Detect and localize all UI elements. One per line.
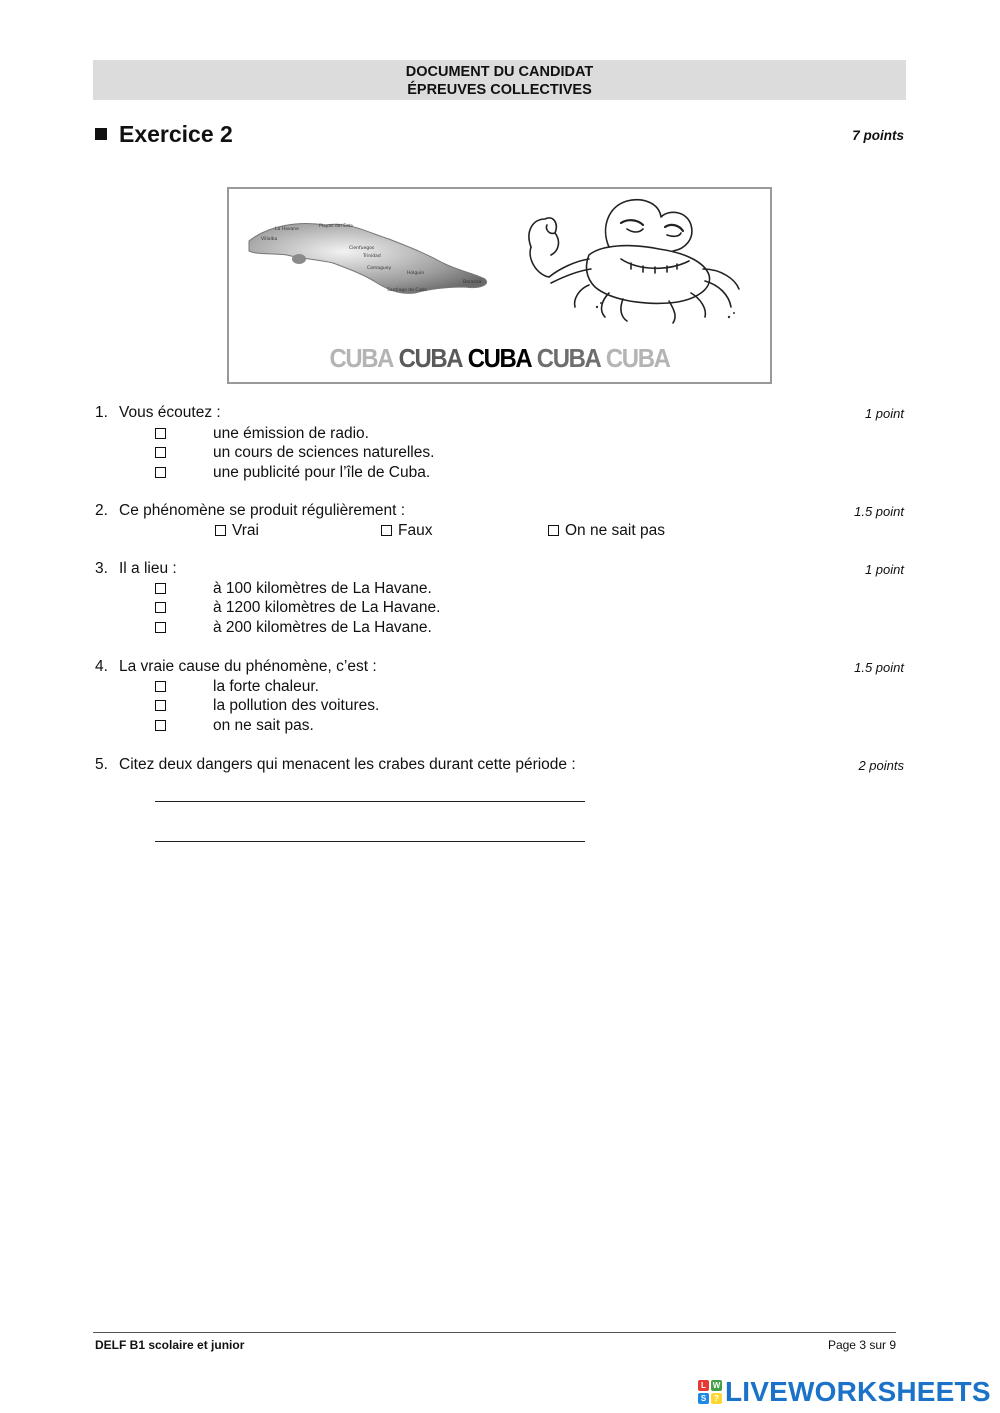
option-label: Faux: [398, 522, 433, 539]
isle-shape: [292, 254, 306, 264]
map-label: Playas del Este: [319, 224, 353, 229]
footer-divider: [93, 1332, 896, 1333]
option-label: la pollution des voitures.: [213, 697, 380, 714]
checkbox[interactable]: [155, 447, 166, 458]
question-5: [95, 756, 906, 846]
answer-option[interactable]: [381, 522, 432, 542]
question-number: 3.: [95, 560, 108, 577]
exercise-title: Exercice 2: [119, 121, 233, 147]
exercise-title-row: [95, 119, 906, 151]
map-label: Camaguey: [367, 266, 392, 271]
map-label: La Havane: [275, 227, 299, 232]
answer-option[interactable]: [215, 522, 259, 542]
question-number: 5.: [95, 756, 108, 773]
cuba-word: CUBA: [467, 343, 532, 373]
cuba-word: CUBA: [329, 343, 394, 373]
question-3: [95, 560, 906, 640]
cuba-word: CUBA: [605, 343, 670, 373]
option-label: Vrai: [232, 522, 259, 539]
checkbox[interactable]: [155, 720, 166, 731]
question-text: Il a lieu :: [119, 560, 177, 577]
question-number: 1.: [95, 404, 108, 421]
question-number: 4.: [95, 658, 108, 675]
option-label: on ne sait pas.: [213, 717, 314, 734]
question-points: 1.5 point: [854, 660, 904, 675]
map-label: Villalba: [261, 237, 278, 242]
question-points: 2 points: [858, 758, 904, 773]
cuba-illustration: [227, 187, 772, 384]
question-text: La vraie cause du phénomène, c’est :: [119, 658, 377, 675]
checkbox[interactable]: [155, 700, 166, 711]
map-label: Santiago de Cuba: [387, 288, 427, 293]
footer-exam-name: DELF B1 scolaire et junior: [95, 1338, 245, 1352]
checkbox[interactable]: [215, 525, 226, 536]
question-2: [95, 502, 906, 546]
map-label: Holguin: [407, 271, 425, 276]
question-points: 1 point: [864, 406, 904, 421]
checkbox[interactable]: [155, 681, 166, 692]
crab-icon: [529, 200, 739, 323]
footer-page-number: Page 3 sur 9: [827, 1338, 896, 1352]
option-label: la forte chaleur.: [213, 678, 319, 695]
map-label: Trinidad: [363, 254, 381, 259]
cuba-word: CUBA: [398, 343, 463, 373]
logo-tile: S: [698, 1393, 709, 1404]
logo-tile: W: [712, 1381, 721, 1390]
question-text: Citez deux dangers qui menacent les crabes durant cette période :: [119, 756, 576, 773]
question-4: [95, 658, 906, 738]
option-label: à 1200 kilomètres de La Havane.: [213, 599, 441, 616]
cuba-banner: [251, 343, 749, 374]
checkbox[interactable]: [548, 525, 559, 536]
header-line-2: ÉPREUVES COLLECTIVES: [407, 82, 592, 98]
checkbox[interactable]: [155, 583, 166, 594]
question-1: [95, 404, 906, 484]
answer-line-1[interactable]: [155, 801, 585, 802]
question-text: Ce phénomène se produit régulièrement :: [119, 502, 406, 519]
answer-option[interactable]: [548, 522, 665, 542]
bullet-square-icon: [95, 128, 107, 140]
brand-name: LIVEWORKSHEETS: [725, 1376, 991, 1407]
option-label: à 100 kilomètres de La Havane.: [213, 580, 432, 597]
question-points: 1.5 point: [854, 504, 904, 519]
option-label: une émission de radio.: [213, 425, 369, 442]
checkbox[interactable]: [155, 622, 166, 633]
map-label: Baracoa: [463, 280, 482, 285]
checkbox[interactable]: [155, 428, 166, 439]
option-label: un cours de sciences naturelles.: [213, 444, 435, 461]
question-points: 1 point: [864, 562, 904, 577]
question-text: Vous écoutez :: [119, 404, 221, 421]
liveworksheets-logo-icon: [698, 1380, 722, 1404]
option-label: à 200 kilomètres de La Havane.: [213, 619, 432, 636]
logo-tile: L: [698, 1380, 709, 1391]
header-line-1: DOCUMENT DU CANDIDAT: [405, 64, 594, 80]
logo-tile: ?: [711, 1393, 722, 1404]
cuba-word: CUBA: [536, 343, 601, 373]
answer-line-2[interactable]: [155, 841, 585, 842]
option-label: On ne sait pas: [565, 522, 665, 539]
map-label: Cienfuegos: [349, 246, 375, 251]
document-header: [93, 60, 906, 100]
checkbox[interactable]: [155, 467, 166, 478]
question-number: 2.: [95, 502, 108, 519]
option-label: une publicité pour l’île de Cuba.: [213, 464, 431, 481]
exercise-points: 7 points: [852, 128, 904, 143]
checkbox[interactable]: [155, 602, 166, 613]
checkbox[interactable]: [381, 525, 392, 536]
